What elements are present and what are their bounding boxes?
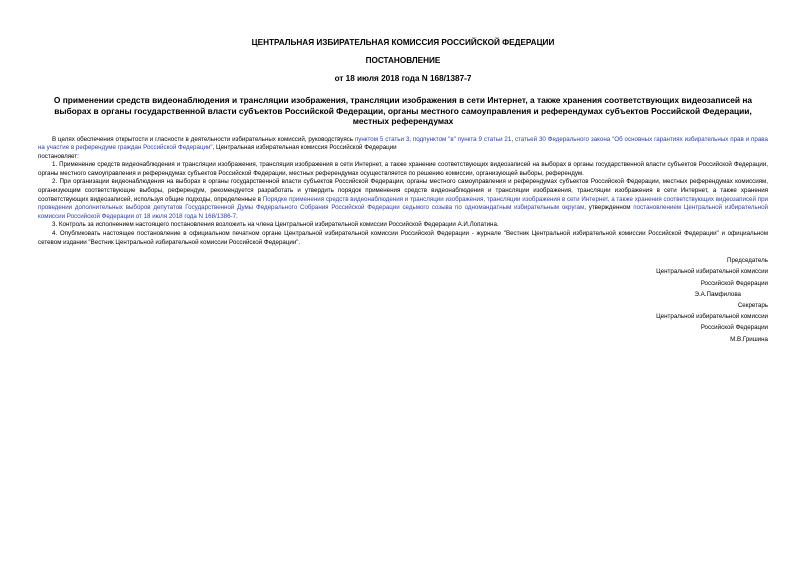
chair-name: Э.А.Памфилова xyxy=(694,290,741,298)
clause-2-text: 2. При организации видеонаблюдения на выборах в органы государственной власти субъектов Российской Федерации, органы местного самоуправления и референдумах субъектов Российской Федерации, местных референдумах комиссиям, организующим соответствующие выборы, референдум, рекомендуется разработать и утвердить порядок применения средств видеонаблюдения и трансляции изображения, трансляции изображения в сети Интернет, а также хранения соответствующих видеозаписей, используя общие подходы, определенные в xyxy=(38,178,768,203)
commission-heading: ЦЕНТРАЛЬНАЯ ИЗБИРАТЕЛЬНАЯ КОМИССИЯ РОССИЙСКОЙ ФЕДЕРАЦИИ xyxy=(251,38,555,47)
chair-title: Председатель xyxy=(727,257,768,265)
clause-2-text-mid: , утвержденном xyxy=(584,204,634,212)
law-article-3-link[interactable]: пунктом 5 статьи 3 xyxy=(354,135,410,143)
preamble-text: В целях обеспечения открытости и гласности в деятельности избирательных комиссий, руководствуясь xyxy=(52,135,355,143)
document-body xyxy=(38,136,768,248)
date-number-heading: от 18 июля 2018 года N 168/1387-7 xyxy=(334,74,472,83)
chair-org-line-2: Российской Федерации xyxy=(700,279,768,287)
clause-2 xyxy=(38,178,768,221)
clause-2-text-end: . xyxy=(236,212,238,220)
secretary-title: Секретарь xyxy=(737,302,768,310)
resolution-link[interactable]: постановлением Центральной избирательной комиссии Российской Федерации от 18 июля 2018 года N 168/1386-7 xyxy=(38,204,768,220)
secretary-org-line-2: Российской Федерации xyxy=(700,324,768,332)
law-article-30-link[interactable]: статьей 30 Федерального закона "Об основных гарантиях избирательных прав и права на участие в референдуме граждан Российской Федерации" xyxy=(38,135,768,152)
document-page xyxy=(38,38,768,345)
document-title: О применении средств видеонаблюдения и трансляции изображения, трансляции изображения в сети Интернет, а также хранения соответствующих видеозаписей на выборах в органы государственной власти субъектов Российской Федерации, органы местного самоуправления и референдумах субъектов Российской Федерации, местных референдумах xyxy=(53,95,753,126)
resolves-line: постановляет: xyxy=(38,152,79,160)
chair-org-line-1: Центральной избирательной комиссии xyxy=(656,268,768,276)
preamble-separator: , xyxy=(511,135,515,143)
clause-4: 4. Опубликовать настоящее постановление в официальном печатном органе Центральной избирательной комиссии Российской Федерации - журнале "Вестник Центральной избирательной комиссии Российской Федерации" и официальном сетевом издании "Вестник Центральной избирательной комиссии Российской Федерации". xyxy=(38,230,768,246)
clause-1: 1. Применение средств видеонаблюдения и трансляции изображения, трансляция изображения в сети Интернет, а также хранение соответствующих видеозаписей на выборах в органы государственной власти субъектов Российской Федерации, органы местного самоуправления и референдумах субъектов Российской Федерации, местных референдумах осуществляется по решению комиссии, организующей выборы, референдум. xyxy=(38,161,768,177)
signature-block xyxy=(38,255,768,345)
document-type-heading: ПОСТАНОВЛЕНИЕ xyxy=(365,56,441,65)
secretary-org-line-1: Центральной избирательной комиссии xyxy=(656,313,768,321)
preamble-text-end: , Центральная избирательная комиссия Российской Федерации xyxy=(212,144,397,152)
procedure-link[interactable]: Порядке применения средств видеонаблюдения и трансляции изображения, трансляции изображения в сети Интернет, а также хранения соответствующих видеозаписей при проведении дополнительных выборов депутатов Государственной Думы Федерального Собрания Российской Федерации седьмого созыва по одномандатным избирательным округам xyxy=(38,195,768,212)
law-article-21-link[interactable]: подпунктом "в" пункта 9 статьи 21 xyxy=(412,135,512,143)
preamble-paragraph xyxy=(38,136,768,153)
secretary-name: М.В.Гришина xyxy=(730,335,768,343)
preamble-separator: , xyxy=(409,135,413,143)
clause-3: 3. Контроль за исполнением настоящего постановления возложить на члена Центральной избирательной комиссии Российской Федерации А.И.Лопатина. xyxy=(52,221,499,229)
